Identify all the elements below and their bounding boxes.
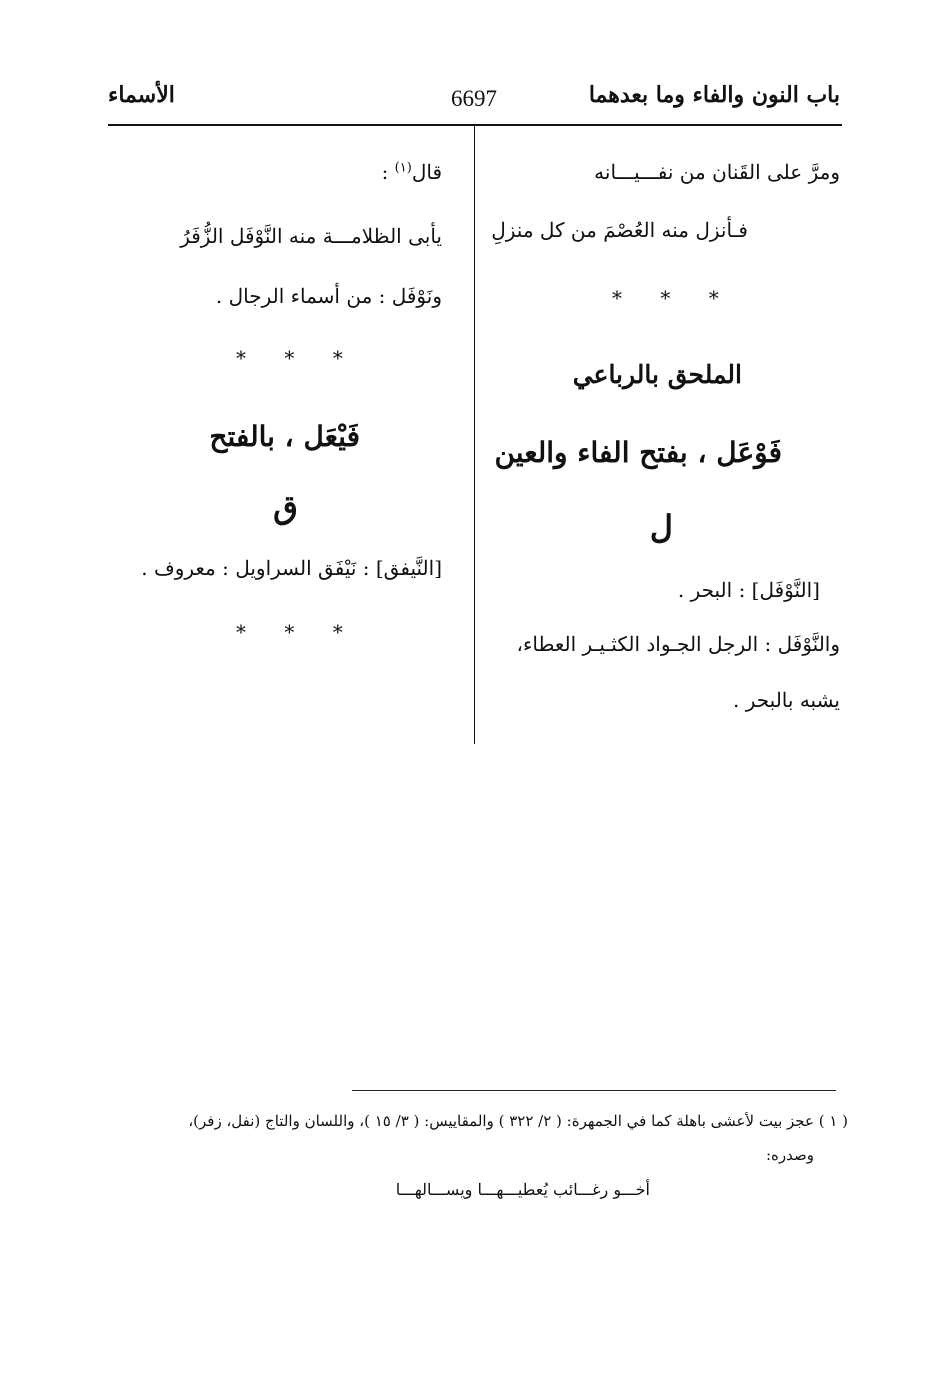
qala-line: [382, 160, 442, 184]
pattern-heading: فَوْعَل ، بفتح الفاء والعين: [494, 436, 782, 469]
running-head-section: الأسماء: [108, 82, 175, 108]
qala-word: قال: [411, 160, 442, 184]
entry-headword: [النَّوْفَل] : البحر .: [677, 578, 820, 602]
entry-headword: [النَّيفق] : نَيْفَق السراويل : معروف .: [141, 556, 442, 580]
footnote-text-continued: وصدره:: [765, 1146, 814, 1164]
entry-definition: والنَّوْفَل : الرجل الجـواد الكثـيـر العطاء،: [516, 632, 840, 656]
verse-line: فـأنزل منه العُصْمَ من كل منزلِ: [491, 218, 748, 242]
letter-heading: ل: [649, 508, 673, 546]
column-divider: [474, 126, 475, 744]
section-separator: * * *: [236, 346, 359, 370]
verse-line: يأبى الظلامـــة منه النَّوْفَل الزُّفَرُ: [180, 224, 442, 248]
verse-line: ومرَّ على القَنان من نفـــيـــانه: [594, 160, 840, 184]
section-separator: * * *: [612, 286, 735, 310]
page-number: 6697: [451, 86, 497, 111]
pattern-heading: فَيْعَل ، بالفتح: [209, 420, 360, 453]
entry-definition: ونَوْفَل : من أسماء الرجال .: [215, 284, 442, 308]
entry-definition-continued: يشبه بالبحر .: [733, 688, 840, 712]
qala-colon: :: [381, 160, 389, 184]
section-heading: الملحق بالرباعي: [572, 360, 742, 389]
header-rule: [108, 124, 842, 126]
letter-heading: ق: [273, 488, 298, 526]
running-head-chapter: باب النون والفاء وما بعدهما: [588, 82, 840, 108]
footnote-text: ( ١ ) عجز بيت لأعشى باهلة كما في الجمهرة: ( ٢/ ٣٢٢ ) والمقاييس: ( ٣/ ١٥ )، واللسان والتاج (نفل، زفر)،: [188, 1112, 848, 1130]
footnote-rule: [352, 1090, 836, 1091]
section-separator: * * *: [236, 620, 359, 644]
footnote-marker[interactable]: (١): [394, 160, 412, 176]
footnote-verse: أخـــو رغـــائب يُعطيـــهـــا ويســـالهـــا: [395, 1180, 650, 1199]
